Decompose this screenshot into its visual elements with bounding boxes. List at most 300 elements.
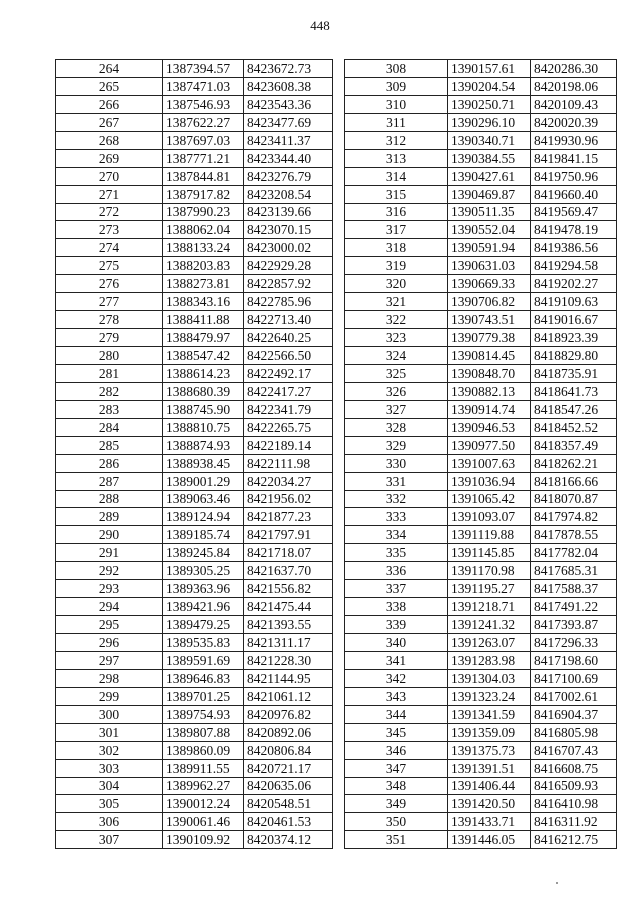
table-row — [56, 382, 333, 400]
x-coordinate-cell: 1387622.27 — [163, 113, 244, 131]
point-number-cell: 310 — [345, 95, 448, 113]
y-coordinate-cell: 8421556.82 — [244, 580, 333, 598]
x-coordinate-cell: 1390914.74 — [448, 400, 531, 418]
table-row — [56, 131, 333, 149]
point-number-cell: 275 — [56, 257, 163, 275]
y-coordinate-cell: 8416410.98 — [531, 795, 617, 813]
point-number-cell: 331 — [345, 472, 448, 490]
point-number-cell: 334 — [345, 526, 448, 544]
table-row — [345, 221, 617, 239]
table-row — [56, 436, 333, 454]
y-coordinate-cell: 8418641.73 — [531, 382, 617, 400]
x-coordinate-cell: 1391391.51 — [448, 759, 531, 777]
table-row — [56, 454, 333, 472]
y-coordinate-cell: 8418070.87 — [531, 490, 617, 508]
y-coordinate-cell: 8422417.27 — [244, 382, 333, 400]
point-number-cell: 319 — [345, 257, 448, 275]
point-number-cell: 290 — [56, 526, 163, 544]
y-coordinate-cell: 8419930.96 — [531, 131, 617, 149]
y-coordinate-cell: 8423672.73 — [244, 60, 333, 78]
y-coordinate-cell: 8419294.58 — [531, 257, 617, 275]
point-number-cell: 347 — [345, 759, 448, 777]
point-number-cell: 279 — [56, 329, 163, 347]
x-coordinate-cell: 1387844.81 — [163, 167, 244, 185]
y-coordinate-cell: 8419016.67 — [531, 311, 617, 329]
y-coordinate-cell: 8419202.27 — [531, 275, 617, 293]
point-number-cell: 283 — [56, 400, 163, 418]
y-coordinate-cell: 8419841.15 — [531, 149, 617, 167]
point-number-cell: 298 — [56, 669, 163, 687]
point-number-cell: 289 — [56, 508, 163, 526]
y-coordinate-cell: 8417878.55 — [531, 526, 617, 544]
table-row — [56, 275, 333, 293]
table-row — [56, 651, 333, 669]
x-coordinate-cell: 1391359.09 — [448, 723, 531, 741]
x-coordinate-cell: 1391218.71 — [448, 598, 531, 616]
table-row — [345, 418, 617, 436]
x-coordinate-cell: 1389245.84 — [163, 544, 244, 562]
x-coordinate-cell: 1390591.94 — [448, 239, 531, 257]
x-coordinate-cell: 1390427.61 — [448, 167, 531, 185]
x-coordinate-cell: 1389124.94 — [163, 508, 244, 526]
point-number-cell: 282 — [56, 382, 163, 400]
table-row — [56, 167, 333, 185]
point-number-cell: 267 — [56, 113, 163, 131]
y-coordinate-cell: 8422785.96 — [244, 293, 333, 311]
x-coordinate-cell: 1390157.61 — [448, 60, 531, 78]
y-coordinate-cell: 8422566.50 — [244, 347, 333, 365]
y-coordinate-cell: 8419109.63 — [531, 293, 617, 311]
table-row — [345, 795, 617, 813]
point-number-cell: 337 — [345, 580, 448, 598]
y-coordinate-cell: 8421797.91 — [244, 526, 333, 544]
x-coordinate-cell: 1388874.93 — [163, 436, 244, 454]
table-row — [345, 544, 617, 562]
y-coordinate-cell: 8417974.82 — [531, 508, 617, 526]
y-coordinate-cell: 8418166.66 — [531, 472, 617, 490]
point-number-cell: 317 — [345, 221, 448, 239]
y-coordinate-cell: 8418357.49 — [531, 436, 617, 454]
point-number-cell: 330 — [345, 454, 448, 472]
point-number-cell: 266 — [56, 95, 163, 113]
y-coordinate-cell: 8419569.47 — [531, 203, 617, 221]
table-row — [345, 526, 617, 544]
point-number-cell: 292 — [56, 562, 163, 580]
point-number-cell: 302 — [56, 741, 163, 759]
table-row — [345, 185, 617, 203]
point-number-cell: 284 — [56, 418, 163, 436]
y-coordinate-cell: 8420198.06 — [531, 77, 617, 95]
x-coordinate-cell: 1389305.25 — [163, 562, 244, 580]
table-row — [56, 329, 333, 347]
point-number-cell: 323 — [345, 329, 448, 347]
y-coordinate-cell: 8418452.52 — [531, 418, 617, 436]
x-coordinate-cell: 1388680.39 — [163, 382, 244, 400]
x-coordinate-cell: 1387697.03 — [163, 131, 244, 149]
y-coordinate-cell: 8422857.92 — [244, 275, 333, 293]
x-coordinate-cell: 1388203.83 — [163, 257, 244, 275]
y-coordinate-cell: 8423139.66 — [244, 203, 333, 221]
y-coordinate-cell: 8420286.30 — [531, 60, 617, 78]
x-coordinate-cell: 1391433.71 — [448, 813, 531, 831]
point-number-cell: 335 — [345, 544, 448, 562]
point-number-cell: 311 — [345, 113, 448, 131]
table-row — [56, 526, 333, 544]
table-row — [345, 616, 617, 634]
y-coordinate-cell: 8420109.43 — [531, 95, 617, 113]
table-row — [56, 113, 333, 131]
y-coordinate-cell: 8421877.23 — [244, 508, 333, 526]
x-coordinate-cell: 1389807.88 — [163, 723, 244, 741]
page-number: 448 — [310, 18, 330, 33]
x-coordinate-cell: 1390061.46 — [163, 813, 244, 831]
point-number-cell: 303 — [56, 759, 163, 777]
point-number-cell: 344 — [345, 705, 448, 723]
y-coordinate-cell: 8421228.30 — [244, 651, 333, 669]
table-row — [56, 562, 333, 580]
x-coordinate-cell: 1391065.42 — [448, 490, 531, 508]
x-coordinate-cell: 1391145.85 — [448, 544, 531, 562]
table-row — [345, 275, 617, 293]
table-row — [56, 813, 333, 831]
point-number-cell: 277 — [56, 293, 163, 311]
y-coordinate-cell: 8417002.61 — [531, 687, 617, 705]
y-coordinate-cell: 8417685.31 — [531, 562, 617, 580]
x-coordinate-cell: 1391283.98 — [448, 651, 531, 669]
table-row — [56, 418, 333, 436]
table-row — [345, 705, 617, 723]
point-number-cell: 312 — [345, 131, 448, 149]
point-number-cell: 322 — [345, 311, 448, 329]
x-coordinate-cell: 1388547.42 — [163, 347, 244, 365]
point-number-cell: 345 — [345, 723, 448, 741]
y-coordinate-cell: 8422111.98 — [244, 454, 333, 472]
table-row — [56, 364, 333, 382]
table-row — [345, 813, 617, 831]
table-row — [56, 95, 333, 113]
y-coordinate-cell: 8423070.15 — [244, 221, 333, 239]
y-coordinate-cell: 8423208.54 — [244, 185, 333, 203]
point-number-cell: 287 — [56, 472, 163, 490]
y-coordinate-cell: 8421393.55 — [244, 616, 333, 634]
y-coordinate-cell: 8420635.06 — [244, 777, 333, 795]
point-number-cell: 291 — [56, 544, 163, 562]
point-number-cell: 341 — [345, 651, 448, 669]
x-coordinate-cell: 1387917.82 — [163, 185, 244, 203]
table-row — [56, 472, 333, 490]
table-row — [345, 490, 617, 508]
x-coordinate-cell: 1390706.82 — [448, 293, 531, 311]
x-coordinate-cell: 1389535.83 — [163, 634, 244, 652]
point-number-cell: 348 — [345, 777, 448, 795]
point-number-cell: 343 — [345, 687, 448, 705]
table-row — [56, 795, 333, 813]
x-coordinate-cell: 1388062.04 — [163, 221, 244, 239]
table-row — [56, 221, 333, 239]
table-row — [345, 472, 617, 490]
y-coordinate-cell: 8419750.96 — [531, 167, 617, 185]
x-coordinate-cell: 1388810.75 — [163, 418, 244, 436]
table-row — [345, 329, 617, 347]
point-number-cell: 274 — [56, 239, 163, 257]
y-coordinate-cell: 8416805.98 — [531, 723, 617, 741]
table-row — [345, 436, 617, 454]
table-row — [56, 311, 333, 329]
table-row — [345, 634, 617, 652]
x-coordinate-cell: 1388343.16 — [163, 293, 244, 311]
point-number-cell: 296 — [56, 634, 163, 652]
table-row — [56, 580, 333, 598]
table-row — [345, 454, 617, 472]
y-coordinate-cell: 8420892.06 — [244, 723, 333, 741]
x-coordinate-cell: 1391420.50 — [448, 795, 531, 813]
y-coordinate-cell: 8416904.37 — [531, 705, 617, 723]
x-coordinate-cell: 1389591.69 — [163, 651, 244, 669]
x-coordinate-cell: 1390743.51 — [448, 311, 531, 329]
y-coordinate-cell: 8422341.79 — [244, 400, 333, 418]
x-coordinate-cell: 1391093.07 — [448, 508, 531, 526]
y-coordinate-cell: 8417491.22 — [531, 598, 617, 616]
table-row — [345, 651, 617, 669]
table-row — [56, 723, 333, 741]
y-coordinate-cell: 8422265.75 — [244, 418, 333, 436]
point-number-cell: 332 — [345, 490, 448, 508]
point-number-cell: 336 — [345, 562, 448, 580]
x-coordinate-cell: 1390384.55 — [448, 149, 531, 167]
table-row — [56, 598, 333, 616]
x-coordinate-cell: 1391304.03 — [448, 669, 531, 687]
table-row — [56, 831, 333, 849]
point-number-cell: 333 — [345, 508, 448, 526]
x-coordinate-cell: 1388745.90 — [163, 400, 244, 418]
table-row — [345, 311, 617, 329]
point-number-cell: 288 — [56, 490, 163, 508]
point-number-cell: 326 — [345, 382, 448, 400]
x-coordinate-cell: 1390109.92 — [163, 831, 244, 849]
point-number-cell: 268 — [56, 131, 163, 149]
y-coordinate-cell: 8418547.26 — [531, 400, 617, 418]
table-row — [345, 293, 617, 311]
point-number-cell: 299 — [56, 687, 163, 705]
x-coordinate-cell: 1391341.59 — [448, 705, 531, 723]
y-coordinate-cell: 8417296.33 — [531, 634, 617, 652]
point-number-cell: 269 — [56, 149, 163, 167]
table-row — [56, 77, 333, 95]
table-row — [345, 687, 617, 705]
y-coordinate-cell: 8420374.12 — [244, 831, 333, 849]
y-coordinate-cell: 8416311.92 — [531, 813, 617, 831]
x-coordinate-cell: 1390296.10 — [448, 113, 531, 131]
x-coordinate-cell: 1389421.96 — [163, 598, 244, 616]
x-coordinate-cell: 1389911.55 — [163, 759, 244, 777]
point-number-cell: 346 — [345, 741, 448, 759]
point-number-cell: 315 — [345, 185, 448, 203]
y-coordinate-cell: 8420020.39 — [531, 113, 617, 131]
table-row — [345, 257, 617, 275]
y-coordinate-cell: 8423543.36 — [244, 95, 333, 113]
x-coordinate-cell: 1391375.73 — [448, 741, 531, 759]
y-coordinate-cell: 8423608.38 — [244, 77, 333, 95]
table-row — [56, 544, 333, 562]
y-coordinate-cell: 8421637.70 — [244, 562, 333, 580]
point-number-cell: 285 — [56, 436, 163, 454]
table-row — [345, 562, 617, 580]
table-row — [56, 149, 333, 167]
table-row — [56, 239, 333, 257]
table-row — [345, 347, 617, 365]
x-coordinate-cell: 1390631.03 — [448, 257, 531, 275]
x-coordinate-cell: 1390469.87 — [448, 185, 531, 203]
y-coordinate-cell: 8421311.17 — [244, 634, 333, 652]
x-coordinate-cell: 1391170.98 — [448, 562, 531, 580]
table-row — [56, 705, 333, 723]
y-coordinate-cell: 8421718.07 — [244, 544, 333, 562]
x-coordinate-cell: 1387546.93 — [163, 95, 244, 113]
point-number-cell: 306 — [56, 813, 163, 831]
table-row — [56, 347, 333, 365]
y-coordinate-cell: 8418829.80 — [531, 347, 617, 365]
x-coordinate-cell: 1388273.81 — [163, 275, 244, 293]
point-number-cell: 329 — [345, 436, 448, 454]
y-coordinate-cell: 8420721.17 — [244, 759, 333, 777]
point-number-cell: 265 — [56, 77, 163, 95]
x-coordinate-cell: 1389001.29 — [163, 472, 244, 490]
table-row — [345, 400, 617, 418]
y-coordinate-cell: 8421475.44 — [244, 598, 333, 616]
table-row — [345, 669, 617, 687]
table-row — [56, 490, 333, 508]
x-coordinate-cell: 1391036.94 — [448, 472, 531, 490]
y-coordinate-cell: 8422189.14 — [244, 436, 333, 454]
y-coordinate-cell: 8422492.17 — [244, 364, 333, 382]
table-row — [56, 508, 333, 526]
y-coordinate-cell: 8418262.21 — [531, 454, 617, 472]
y-coordinate-cell: 8421144.95 — [244, 669, 333, 687]
y-coordinate-cell: 8420461.53 — [244, 813, 333, 831]
point-number-cell: 273 — [56, 221, 163, 239]
x-coordinate-cell: 1389754.93 — [163, 705, 244, 723]
point-number-cell: 278 — [56, 311, 163, 329]
point-number-cell: 314 — [345, 167, 448, 185]
table-row — [345, 149, 617, 167]
coordinates-table-right — [344, 59, 617, 849]
point-number-cell: 324 — [345, 347, 448, 365]
x-coordinate-cell: 1390882.13 — [448, 382, 531, 400]
point-number-cell: 300 — [56, 705, 163, 723]
y-coordinate-cell: 8422929.28 — [244, 257, 333, 275]
table-row — [56, 616, 333, 634]
point-number-cell: 305 — [56, 795, 163, 813]
point-number-cell: 280 — [56, 347, 163, 365]
x-coordinate-cell: 1388133.24 — [163, 239, 244, 257]
x-coordinate-cell: 1389185.74 — [163, 526, 244, 544]
x-coordinate-cell: 1391406.44 — [448, 777, 531, 795]
point-number-cell: 286 — [56, 454, 163, 472]
table-row — [345, 167, 617, 185]
y-coordinate-cell: 8419660.40 — [531, 185, 617, 203]
y-coordinate-cell: 8423276.79 — [244, 167, 333, 185]
table-row — [345, 239, 617, 257]
x-coordinate-cell: 1391323.24 — [448, 687, 531, 705]
y-coordinate-cell: 8417393.87 — [531, 616, 617, 634]
point-number-cell: 316 — [345, 203, 448, 221]
x-coordinate-cell: 1390012.24 — [163, 795, 244, 813]
table-row — [56, 669, 333, 687]
point-number-cell: 294 — [56, 598, 163, 616]
y-coordinate-cell: 8416212.75 — [531, 831, 617, 849]
table-row — [345, 759, 617, 777]
y-coordinate-cell: 8420806.84 — [244, 741, 333, 759]
x-coordinate-cell: 1387471.03 — [163, 77, 244, 95]
point-number-cell: 276 — [56, 275, 163, 293]
table-row — [345, 60, 617, 78]
point-number-cell: 309 — [345, 77, 448, 95]
x-coordinate-cell: 1390669.33 — [448, 275, 531, 293]
y-coordinate-cell: 8419478.19 — [531, 221, 617, 239]
x-coordinate-cell: 1388479.97 — [163, 329, 244, 347]
y-coordinate-cell: 8417588.37 — [531, 580, 617, 598]
table-row — [345, 131, 617, 149]
point-number-cell: 272 — [56, 203, 163, 221]
y-coordinate-cell: 8419386.56 — [531, 239, 617, 257]
x-coordinate-cell: 1388938.45 — [163, 454, 244, 472]
x-coordinate-cell: 1390848.70 — [448, 364, 531, 382]
x-coordinate-cell: 1389646.83 — [163, 669, 244, 687]
point-number-cell: 318 — [345, 239, 448, 257]
table-row — [56, 400, 333, 418]
point-number-cell: 328 — [345, 418, 448, 436]
y-coordinate-cell: 8416509.93 — [531, 777, 617, 795]
x-coordinate-cell: 1390552.04 — [448, 221, 531, 239]
point-number-cell: 327 — [345, 400, 448, 418]
table-row — [56, 759, 333, 777]
y-coordinate-cell: 8423411.37 — [244, 131, 333, 149]
point-number-cell: 349 — [345, 795, 448, 813]
point-number-cell: 264 — [56, 60, 163, 78]
table-row — [345, 364, 617, 382]
point-number-cell: 321 — [345, 293, 448, 311]
point-number-cell: 320 — [345, 275, 448, 293]
x-coordinate-cell: 1389363.96 — [163, 580, 244, 598]
point-number-cell: 301 — [56, 723, 163, 741]
x-coordinate-cell: 1388614.23 — [163, 364, 244, 382]
table-row — [345, 203, 617, 221]
coordinates-table-left — [55, 59, 333, 849]
point-number-cell: 293 — [56, 580, 163, 598]
table-row — [345, 723, 617, 741]
table-row — [56, 634, 333, 652]
x-coordinate-cell: 1389479.25 — [163, 616, 244, 634]
x-coordinate-cell: 1389063.46 — [163, 490, 244, 508]
x-coordinate-cell: 1390250.71 — [448, 95, 531, 113]
y-coordinate-cell: 8422713.40 — [244, 311, 333, 329]
x-coordinate-cell: 1391263.07 — [448, 634, 531, 652]
table-row — [345, 580, 617, 598]
point-number-cell: 340 — [345, 634, 448, 652]
x-coordinate-cell: 1390814.45 — [448, 347, 531, 365]
point-number-cell: 295 — [56, 616, 163, 634]
x-coordinate-cell: 1391119.88 — [448, 526, 531, 544]
y-coordinate-cell: 8421061.12 — [244, 687, 333, 705]
x-coordinate-cell: 1387990.23 — [163, 203, 244, 221]
table-row — [56, 60, 333, 78]
y-coordinate-cell: 8421956.02 — [244, 490, 333, 508]
x-coordinate-cell: 1387771.21 — [163, 149, 244, 167]
table-row — [345, 598, 617, 616]
y-coordinate-cell: 8423477.69 — [244, 113, 333, 131]
point-number-cell: 325 — [345, 364, 448, 382]
y-coordinate-cell: 8423344.40 — [244, 149, 333, 167]
